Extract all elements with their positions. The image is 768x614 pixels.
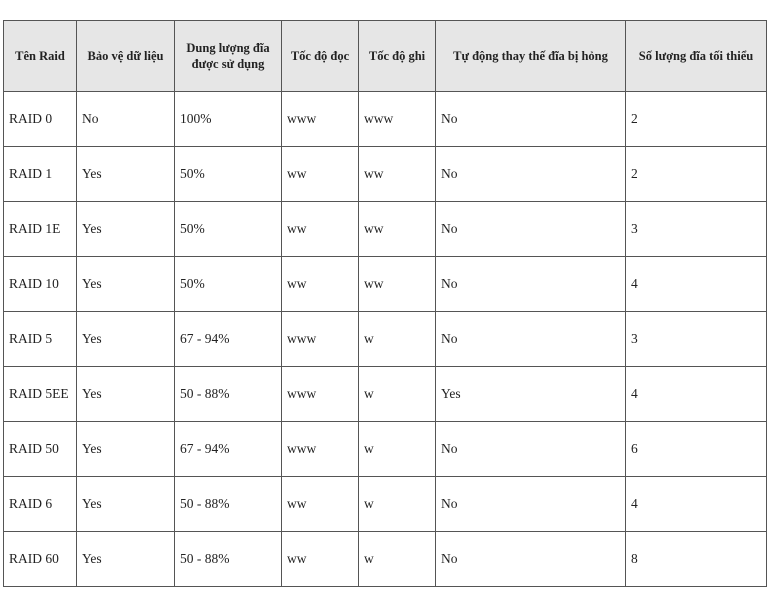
cell-usable-capacity: 50% — [175, 257, 282, 312]
cell-minimum-disks: 2 — [626, 147, 767, 202]
cell-minimum-disks: 6 — [626, 422, 767, 477]
cell-raid-name: RAID 10 — [4, 257, 77, 312]
table-row — [4, 312, 767, 367]
cell-usable-capacity: 67 - 94% — [175, 312, 282, 367]
cell-minimum-disks: 4 — [626, 477, 767, 532]
cell-data-protection: Yes — [77, 422, 175, 477]
cell-usable-capacity: 50 - 88% — [175, 367, 282, 422]
raid-comparison-table — [3, 20, 767, 587]
header-minimum-disks: Số lượng đĩa tối thiểu — [626, 21, 767, 92]
cell-raid-name: RAID 1 — [4, 147, 77, 202]
cell-auto-replace: No — [436, 312, 626, 367]
cell-data-protection: Yes — [77, 312, 175, 367]
cell-data-protection: Yes — [77, 532, 175, 587]
table-row — [4, 202, 767, 257]
cell-usable-capacity: 50 - 88% — [175, 477, 282, 532]
cell-read-speed: ww — [282, 202, 359, 257]
table-body — [4, 92, 767, 587]
cell-auto-replace: No — [436, 422, 626, 477]
cell-auto-replace: Yes — [436, 367, 626, 422]
header-row — [4, 21, 767, 92]
header-auto-replace-failed-disk: Tự động thay thế đĩa bị hỏng — [436, 21, 626, 92]
cell-usable-capacity: 50% — [175, 147, 282, 202]
cell-write-speed: w — [359, 477, 436, 532]
cell-write-speed: www — [359, 92, 436, 147]
cell-data-protection: Yes — [77, 367, 175, 422]
cell-write-speed: ww — [359, 147, 436, 202]
cell-read-speed: ww — [282, 147, 359, 202]
cell-data-protection: Yes — [77, 147, 175, 202]
table-row — [4, 257, 767, 312]
cell-usable-capacity: 100% — [175, 92, 282, 147]
table-row — [4, 477, 767, 532]
cell-read-speed: ww — [282, 477, 359, 532]
table-row — [4, 367, 767, 422]
cell-raid-name: RAID 1E — [4, 202, 77, 257]
cell-write-speed: ww — [359, 257, 436, 312]
header-raid-name: Tên Raid — [4, 21, 77, 92]
cell-auto-replace: No — [436, 92, 626, 147]
table-row — [4, 422, 767, 477]
cell-write-speed: w — [359, 422, 436, 477]
cell-minimum-disks: 4 — [626, 367, 767, 422]
cell-usable-capacity: 50% — [175, 202, 282, 257]
cell-raid-name: RAID 5 — [4, 312, 77, 367]
cell-raid-name: RAID 6 — [4, 477, 77, 532]
header-read-speed: Tốc độ đọc — [282, 21, 359, 92]
table-row — [4, 92, 767, 147]
cell-data-protection: Yes — [77, 202, 175, 257]
cell-raid-name: RAID 0 — [4, 92, 77, 147]
cell-usable-capacity: 50 - 88% — [175, 532, 282, 587]
cell-auto-replace: No — [436, 477, 626, 532]
cell-write-speed: w — [359, 367, 436, 422]
cell-raid-name: RAID 60 — [4, 532, 77, 587]
header-data-protection: Bảo vệ dữ liệu — [77, 21, 175, 92]
cell-minimum-disks: 2 — [626, 92, 767, 147]
cell-raid-name: RAID 50 — [4, 422, 77, 477]
cell-minimum-disks: 3 — [626, 202, 767, 257]
header-usable-capacity: Dung lượng đĩa được sử dụng — [175, 21, 282, 92]
cell-read-speed: www — [282, 312, 359, 367]
cell-minimum-disks: 8 — [626, 532, 767, 587]
cell-auto-replace: No — [436, 257, 626, 312]
table-row — [4, 532, 767, 587]
cell-write-speed: w — [359, 312, 436, 367]
cell-data-protection: Yes — [77, 477, 175, 532]
cell-auto-replace: No — [436, 147, 626, 202]
header-write-speed: Tốc độ ghi — [359, 21, 436, 92]
cell-auto-replace: No — [436, 202, 626, 257]
cell-read-speed: ww — [282, 532, 359, 587]
cell-read-speed: www — [282, 92, 359, 147]
cell-minimum-disks: 4 — [626, 257, 767, 312]
cell-raid-name: RAID 5EE — [4, 367, 77, 422]
table-row — [4, 147, 767, 202]
cell-read-speed: ww — [282, 257, 359, 312]
cell-minimum-disks: 3 — [626, 312, 767, 367]
cell-data-protection: No — [77, 92, 175, 147]
cell-read-speed: www — [282, 422, 359, 477]
cell-data-protection: Yes — [77, 257, 175, 312]
cell-write-speed: w — [359, 532, 436, 587]
cell-read-speed: www — [282, 367, 359, 422]
cell-auto-replace: No — [436, 532, 626, 587]
cell-write-speed: ww — [359, 202, 436, 257]
cell-usable-capacity: 67 - 94% — [175, 422, 282, 477]
